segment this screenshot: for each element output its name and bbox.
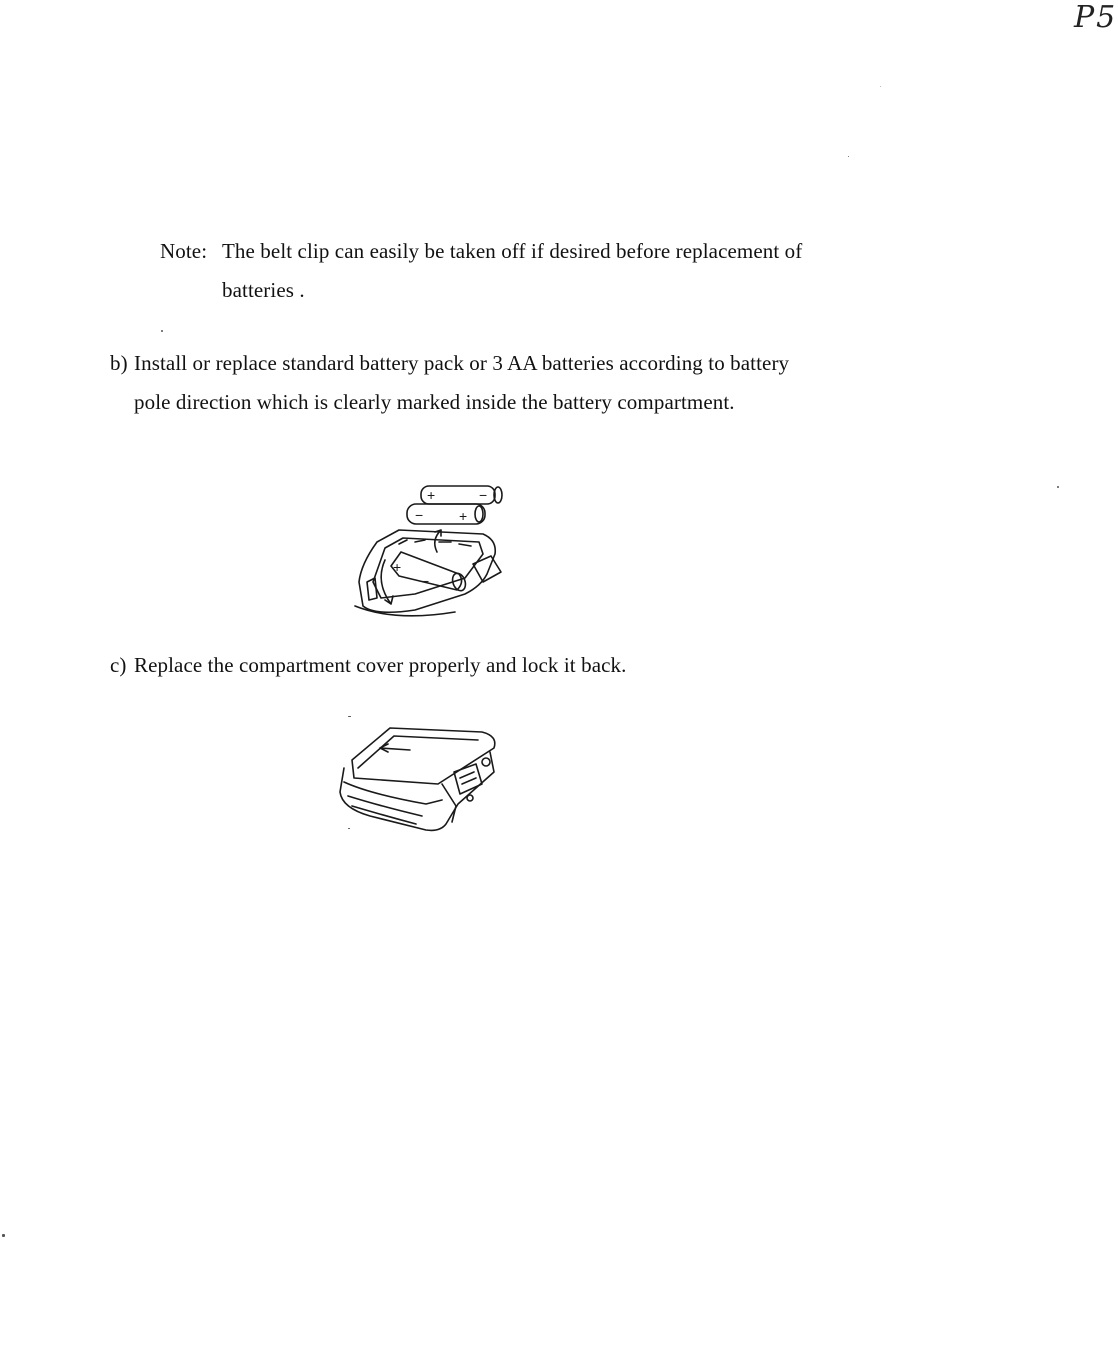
- note-text-line-1: The belt clip can easily be taken off if desired before replacement of: [222, 239, 803, 263]
- scan-speck: [161, 330, 163, 332]
- step-c-marker: c): [110, 653, 127, 677]
- battery-installation-illustration: [355, 482, 515, 622]
- polarity-mark-3: −: [415, 507, 424, 523]
- battery-terminal-middle: [475, 506, 483, 522]
- compartment-cover: [352, 728, 495, 784]
- belt-clip-stub: [473, 556, 501, 582]
- scan-speck: [348, 828, 350, 829]
- step-b-text-line-2: pole direction which is clearly marked inside the battery compartment.: [134, 390, 735, 414]
- note-label: Note:: [160, 239, 208, 263]
- scan-speck: [2, 1234, 5, 1237]
- step-c-text-line-1: Replace the compartment cover properly and lock it back.: [134, 653, 627, 677]
- scan-speck: [880, 86, 881, 87]
- insert-arrow-icon: [435, 530, 441, 552]
- page-number-mark: P5: [1074, 0, 1118, 35]
- step-b-marker: b): [110, 351, 128, 375]
- scan-speck: [848, 156, 849, 157]
- step-b-text-line-1: Install or replace standard battery pack or 3 AA batteries according to battery: [134, 351, 790, 375]
- polarity-mark-6: −: [421, 573, 430, 589]
- cover-replacement-illustration: [330, 712, 510, 842]
- polarity-mark-4: +: [459, 508, 468, 524]
- scan-speck: [1057, 486, 1059, 488]
- note-text-line-2: batteries .: [222, 278, 305, 302]
- lock-latch-icon: [454, 764, 482, 794]
- scan-speck: [348, 716, 351, 717]
- slide-arrow-icon: [380, 744, 410, 752]
- polarity-mark-5: +: [393, 559, 402, 575]
- polarity-mark-1: +: [427, 487, 436, 503]
- polarity-mark-2: −: [479, 487, 488, 503]
